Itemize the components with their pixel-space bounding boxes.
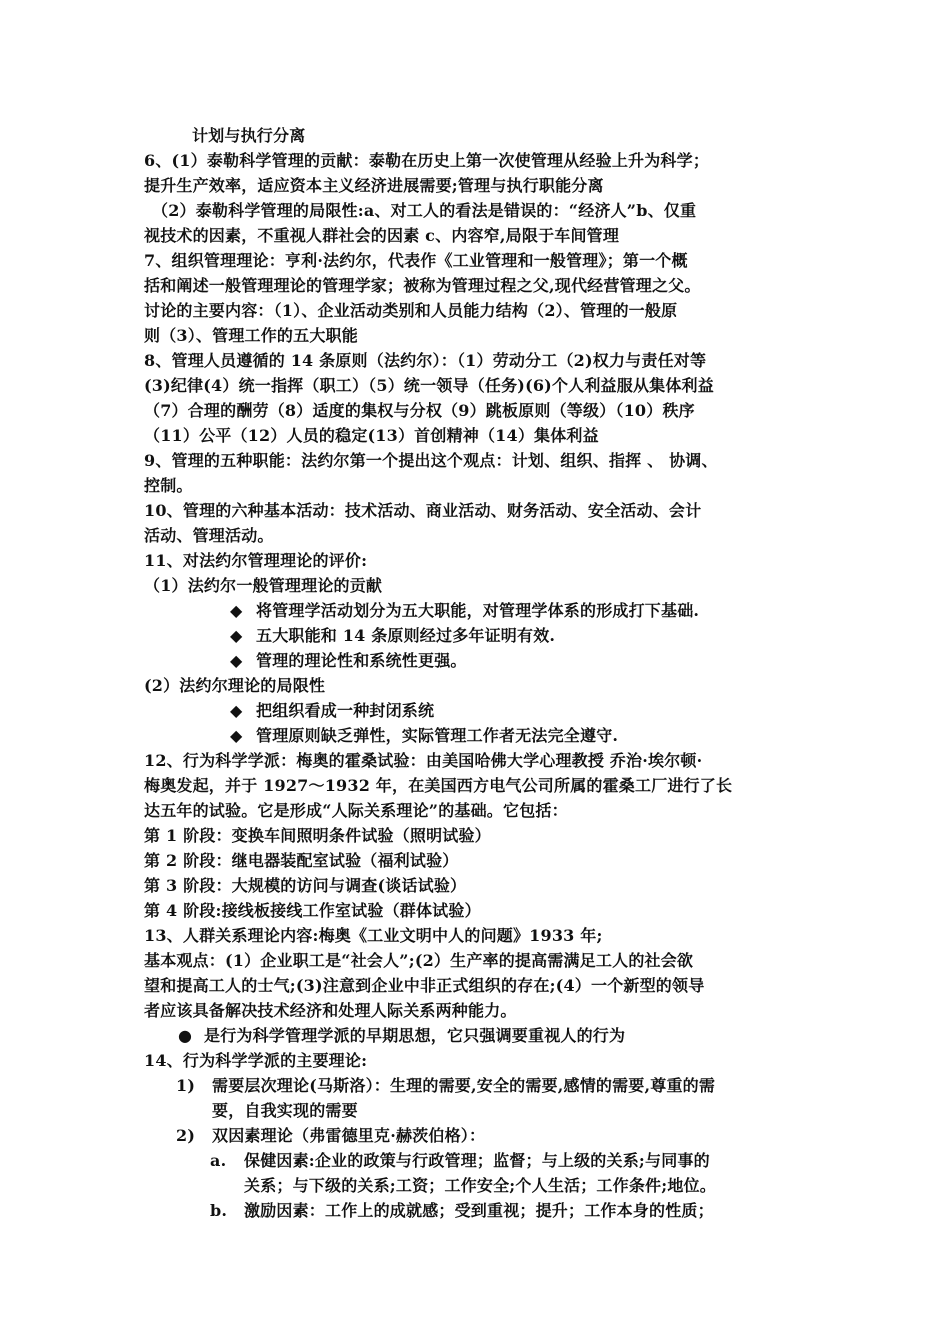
text-line: 者应该具备解决技术经济和处理人际关系两种能力。 bbox=[144, 1001, 517, 1020]
text-line: 梅奥发起，并于 1927～1932 年，在美国西方电气公司所属的霍桑工厂进行了长 bbox=[144, 776, 733, 795]
text-line: 活动、管理活动。 bbox=[144, 526, 274, 545]
bullet-item bbox=[144, 723, 824, 748]
bullet-text: 管理原则缺乏弹性，实际管理工作者无法完全遵守. bbox=[256, 726, 619, 745]
text-line: 达五年的试验。它是形成“人际关系理论”的基础。它包括： bbox=[144, 801, 568, 820]
item-text: 激励因素：工作上的成就感；受到重视；提升；工作本身的性质； bbox=[244, 1201, 714, 1220]
text-line: （1）法约尔一般管理理论的贡献 bbox=[144, 576, 383, 595]
list-letter: b. bbox=[210, 1201, 228, 1220]
diamond-bullet-icon: ◆ bbox=[230, 626, 243, 645]
text-line: 8、管理人员遵循的 14 条原则（法约尔）：（1）劳动分工（2)权力与责任对等 bbox=[144, 351, 707, 370]
text-line: 13、人群关系理论内容:梅奥《工业文明中人的问题》1933 年; bbox=[144, 926, 603, 945]
item-text: 需要层次理论(马斯洛）：生理的需要,安全的需要,感情的需要,尊重的需 bbox=[212, 1076, 716, 1095]
text-line: 则（3）、管理工作的五大职能 bbox=[144, 326, 358, 345]
text-line: 7、组织管理理论：亨利·法约尔，代表作《工业管理和一般管理》；第一个概 bbox=[144, 251, 688, 270]
text-line: 计划与执行分离 bbox=[192, 126, 306, 145]
text-line: 讨论的主要内容：（1）、企业活动类别和人员能力结构（2）、管理的一般原 bbox=[144, 301, 678, 320]
list-letter: a. bbox=[210, 1151, 227, 1170]
text-line: 控制。 bbox=[144, 476, 193, 495]
text-line: 6、(1）泰勒科学管理的贡献：泰勒在历史上第一次使管理从经验上升为科学； bbox=[144, 151, 710, 170]
list-number: 2) bbox=[176, 1126, 196, 1145]
list-number: 1) bbox=[176, 1076, 196, 1095]
bullet-text: 将管理学活动划分为五大职能，对管理学体系的形成打下基础. bbox=[256, 601, 700, 620]
text-line: 视技术的因素，不重视人群社会的因素 c、内容窄,局限于车间管理 bbox=[144, 226, 620, 245]
text-line: 第 3 阶段：大规模的访问与调查(谈话试验） bbox=[144, 876, 467, 895]
bullet-item bbox=[144, 698, 824, 723]
text-line: 第 2 阶段：继电器装配室试验（福利试验） bbox=[144, 851, 459, 870]
text-line: 第 1 阶段：变换车间照明条件试验（照明试验） bbox=[144, 826, 491, 845]
diamond-bullet-icon: ◆ bbox=[230, 701, 243, 720]
text-line: (2）法约尔理论的局限性 bbox=[144, 676, 326, 695]
text-line: 11、对法约尔管理理论的评价: bbox=[144, 551, 368, 570]
bullet-text: 把组织看成一种封闭系统 bbox=[256, 701, 435, 720]
bullet-text: 是行为科学管理学派的早期思想，它只强调要重视人的行为 bbox=[204, 1026, 626, 1045]
text-line: 第 4 阶段:接线板接线工作室试验（群体试验） bbox=[144, 901, 481, 920]
numbered-item bbox=[144, 1123, 824, 1148]
bullet-text: 管理的理论性和系统性更强。 bbox=[256, 651, 467, 670]
item-text: 双因素理论（弗雷德里克·赫茨伯格）： bbox=[212, 1126, 486, 1145]
text-line: （11）公平（12）人员的稳定(13）首创精神（14）集体利益 bbox=[144, 426, 599, 445]
sub-item bbox=[144, 1148, 824, 1173]
text-line: （2）泰勒科学管理的局限性:a、对工人的看法是错误的：“经济人”b、仅重 bbox=[152, 201, 697, 220]
circle-bullet-icon: ● bbox=[178, 1026, 193, 1045]
bullet-item bbox=[144, 648, 824, 673]
diamond-bullet-icon: ◆ bbox=[230, 726, 243, 745]
bullet-item bbox=[144, 598, 824, 623]
text-line: 12、行为科学学派：梅奥的霍桑试验：由美国哈佛大学心理教授 乔治·埃尔顿· bbox=[144, 751, 703, 770]
item-text: 保健因素:企业的政策与行政管理；监督；与上级的关系;与同事的 bbox=[244, 1151, 710, 1170]
text-line: 要，自我实现的需要 bbox=[212, 1101, 358, 1120]
text-line: (3)纪律(4）统一指挥（职工）（5）统一领导（任务)(6)个人利益服从集体利益 bbox=[144, 376, 714, 395]
text-line: 10、管理的六种基本活动：技术活动、商业活动、财务活动、安全活动、会计 bbox=[144, 501, 702, 520]
text-line: 9、管理的五种职能：法约尔第一个提出这个观点：计划、组织、指挥 、 协调、 bbox=[144, 451, 718, 470]
text-line: （7）合理的酬劳（8）适度的集权与分权（9）跳板原则（等级）（10）秩序 bbox=[144, 401, 695, 420]
bullet-item bbox=[144, 623, 824, 648]
diamond-bullet-icon: ◆ bbox=[230, 601, 243, 620]
text-line: 关系；与下级的关系;工资；工作安全;个人生活；工作条件;地位。 bbox=[244, 1176, 716, 1195]
bullet-item bbox=[144, 1023, 824, 1048]
text-line: 括和阐述一般管理理论的管理学家；被称为管理过程之父,现代经营管理之父。 bbox=[144, 276, 701, 295]
text-line: 提升生产效率，适应资本主义经济进展需要;管理与执行职能分离 bbox=[144, 176, 604, 195]
text-line: 14、行为科学学派的主要理论: bbox=[144, 1051, 368, 1070]
diamond-bullet-icon: ◆ bbox=[230, 651, 243, 670]
sub-item bbox=[144, 1198, 824, 1223]
text-line: 基本观点：(1）企业职工是“社会人”;(2）生产率的提高需满足工人的社会欲 bbox=[144, 951, 694, 970]
text-line: 望和提高工人的士气;(3)注意到企业中非正式组织的存在;(4）一个新型的领导 bbox=[144, 976, 705, 995]
numbered-item bbox=[144, 1073, 824, 1098]
bullet-text: 五大职能和 14 条原则经过多年证明有效. bbox=[256, 626, 556, 645]
document-body bbox=[144, 123, 824, 1223]
